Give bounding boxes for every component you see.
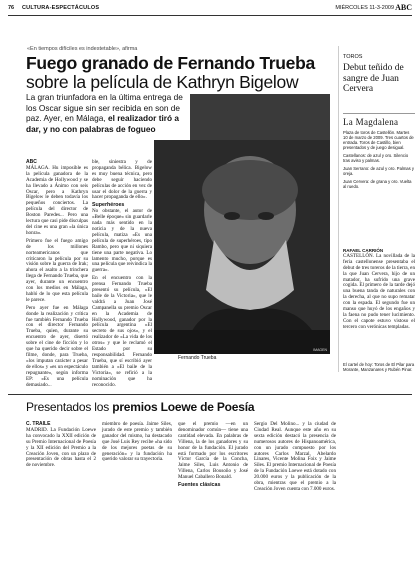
kicker: «En tiempos difíciles es indestetable», afirma [27, 46, 138, 52]
main-col2-p2: No obstante, el autor de «Belle époque» sin guardarle nada más sentido en la noticia y de la nueva película, matiza «Es una película de superhéroes, tipo Rambo, pero que ni siquiera tiene una parte negativa. Lo lamento mucho, porque es una película que reivindica la guerra». [92, 208, 152, 274]
bottom-column-1 [26, 422, 96, 469]
bottom-column-2: miembro de poesía. Jaime Siles, jurado de este premio y también ganador del mismo, ha destacado que José Luis Rey recibe «ha sido de los mejores poetas de su generación» y la fundación ha querido valorar su trayectoria. [102, 421, 172, 463]
portrait-photo [154, 140, 330, 354]
bottom-subhead: Fuentes clásicas [178, 482, 221, 489]
sidebar-rule [343, 113, 415, 114]
photo-top [190, 94, 330, 140]
bottom-column-3 [178, 422, 248, 489]
lede [26, 92, 186, 134]
sidebar-section: TOROS [343, 54, 363, 60]
headline [26, 54, 332, 92]
sidebar-info [343, 130, 415, 189]
bottom-col1-text: MADRID. La Fundación Loewe ha convocado la XXII edición de su Premio Internacional de Poesía y la XII edición del Premio a la Creación Joven, con un plazo de presentación de obras hasta el 2 de noviembre. [26, 426, 96, 469]
headline-line-2: sobre la película de Kathryn Bigelow [26, 72, 299, 92]
sidebar-footer: El cartel de hoy: Toros de El Pilar para Morante, Manzanares y Rubén Pinar. [343, 362, 415, 372]
bottom-col3-text: que el premio —en un denominador común— tiene una cantidad elevada. En palabras de Villena, la de los ganadores y su honor de la fundación. El jurado está formado por los escritores Víctor García de la Concha, Jaime Siles, Luis Antonio de Villena, Carlos Bousoño y José Manuel Caballero Bonald. [178, 421, 248, 481]
main-byline: ABC [26, 159, 37, 165]
main-col1-p1: MÁLAGA. Hu imposible es la película ganadora de la Academia de Hollywood y se ha llevado a Ánimo con seis Oscar, pero a Kathryn Bigelow le deben todavía los pequeños conciertos. La película del director de Boston Paredes... Pero una lectura que casi pide disculpas del cine es una gran «la única honra». [26, 164, 88, 236]
sidebar-box-title: La Magdalena [343, 117, 399, 127]
bottom-headline-bold: premios Loewe de Poesía [112, 400, 255, 414]
header-rule [8, 15, 412, 16]
bottom-byline: C. TRAILE [26, 421, 51, 427]
lede-bold: el realizador tiró a dar, y no con palabras de fogueo [26, 113, 179, 134]
main-col2-p3: En el encuentro con la prensa Fernando Trueba presentó su película, «El baile de la Victoria», que le valdrá a Juan José Campanella su premio Oscar en la Academia de Hollywood, ganador por la película argentina «El secreto de sus ojos», y el realizador de «La vida de los otros» y que le reclamó el Estado por su responsabilidad. Fernando Trueba, que sí escribió ayer también a «El baile de la Victoria», se refirió a la nominación que ha reconocido. [92, 275, 152, 388]
sidebar-divider [338, 46, 339, 372]
sidebar-headline: Debut teñido de sangre de Juan Cervera [343, 63, 404, 94]
newspaper-logo: ABC [395, 3, 412, 12]
main-col1-p3: Pero ayer fue en Málaga donde la realización y crítica fue también Fernando Trueba con el director Fernando Trueba, quien, durante su encuentro de ayer, disertó sobre el cine de ficción y lo que ha querido decir sobre el filme, donde, para Trueba, «los imputan carácter a pesar de ellos» y «es un espectáculo repugnante», según informa EP: «Es una película demasiado... [26, 304, 88, 388]
subhead-superheroes: Superhéroes [92, 202, 125, 209]
section-name: CULTURA-ESPECTÁCULOS [22, 5, 100, 11]
page-number: 76 [8, 5, 15, 11]
torero-2: Juan Serrano: de azul y oro. Palmas y oreja. [343, 166, 414, 176]
torero-1: Castellanos: de azul y oro. Silencio tras aviso y palmas. [343, 153, 409, 163]
main-col1-p2: Primero fue el fuego amigo de los millones norteamericanos que criticaron la película por su visión sobre la guerra de Irak; ahora el asalto a la trinchera llega de Fernando Trueba, que ayer, durante un encuentro con los medios en Málaga, habló de lo que esta película le parece. [26, 237, 88, 303]
lede-plain: La gran triunfadora en la última entrega de los Oscar sigue sin ser recibida en son de paz. Ayer, en Málaga, [26, 92, 183, 123]
portrait-illustration [154, 140, 330, 354]
sidebar-byline: RAFAEL CARRIÓN [343, 248, 384, 253]
issue-date: MIÉRCOLES 11-3-2009 [335, 5, 394, 11]
bottom-headline-plain: Presentados los [26, 400, 110, 414]
bottom-rule [8, 394, 412, 395]
main-column-1 [26, 160, 88, 388]
sidebar-text: CASTELLÓN. La novillada de la feria castellonense presentaba el debut de tres toreros de la tierra, en la que Juan Cervera, hijo de un matador, ha sufrido una grave cogida. El primero de la tarde dejó una buena tanda de naturales con la derecha, al que no supo rematar con la espada. El segundo fue un manso que huyó de los engaños y la faena no pudo tener lucimiento. Con el capote estuvo vistoso el tercero con verónicas templadas. [343, 252, 415, 330]
main-column-2 [92, 160, 152, 388]
bullring-info: Plaza de toros de Castellón. Martes 10 de marzo de 2009. Tres cuartos de entrada. Toros de Castillo, bien presentados y de juego desigual. [343, 130, 414, 150]
photo-caption: Fernando Trueba [178, 355, 217, 361]
sidebar-body [343, 248, 415, 331]
bottom-column-4: Sergio Del Molino... y la ciudad de Ciudad Real. Aunque este año en su sexta edición destacó la presencia de numerosos autores de Hispanoamérica, con un jurado compuesto por los autores Carlos Marzal, Abelardo Linares, Vicente Molina Foix y Jaime Siles. El premio Internacional de Poesía de la Fundación Loewe está dotado con 20.000 euros y la publicación de la obra, mientras que el premio a la Creación Joven cuenta con 7.000 euros. [254, 421, 336, 492]
main-col2-p1: ble, siniestra y de propaganda bélica. Bigelow es muy buena técnica, pero debe seguir haciendo películas de acción en vez de usar el dolor de la guerra y hacer propaganda de ello». [92, 159, 152, 201]
photo-credit: IMAGEN [313, 348, 327, 352]
headline-line-1: Fuego granado de Fernando Trueba [26, 53, 315, 73]
page-header [8, 3, 412, 15]
torero-3: Juan Cervera: de grana y oro. Vuelta al ruedo. [343, 179, 412, 189]
bottom-headline [26, 400, 254, 414]
